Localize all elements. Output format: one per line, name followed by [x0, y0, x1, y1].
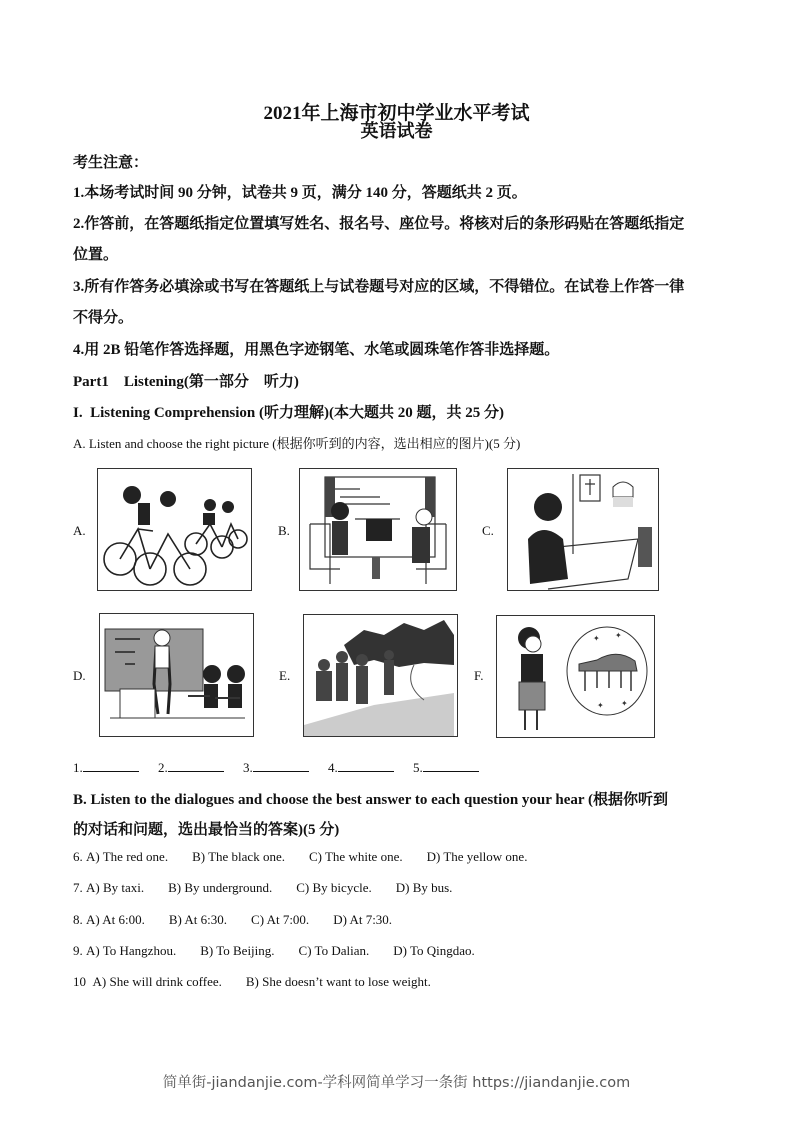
option-b: B) At 6:30. — [168, 912, 228, 927]
option-d: D) At 7:30. — [333, 912, 393, 927]
option-d: D) By bus. — [395, 880, 453, 895]
question-9 — [73, 943, 499, 959]
option-d: D) To Qingdao. — [393, 943, 475, 958]
picture-a-bicycles — [97, 468, 252, 591]
option-c: C) At 7:00. — [251, 912, 310, 927]
answer-blank-2[interactable] — [168, 759, 224, 772]
doctor-visit-illustration — [508, 469, 658, 590]
section-a-instruction: A. Listen and choose the right picture (根据你听到的内容，选出相应的图片)(5 分) — [73, 436, 521, 451]
picture-label-b: B. — [278, 523, 290, 538]
section-b-instruction-line1: B. Listen to the dialogues and choose the best answer to each question your hear (根据你听到 — [73, 792, 669, 808]
answer-blank-1-label: 1. — [73, 760, 83, 775]
train-conversation-illustration — [300, 469, 456, 590]
answer-blank-3[interactable] — [253, 759, 309, 772]
section-b-instruction-line2: 的对话和问题，选出最恰当的答案)(5 分) — [73, 822, 340, 838]
answer-blank-5-label: 5. — [413, 760, 423, 775]
question-number: 8. — [73, 912, 83, 927]
picture-b-train — [299, 468, 457, 591]
option-d: D) The yellow one. — [426, 849, 528, 864]
svg-text:✦: ✦ — [615, 631, 622, 640]
notice-heading: 考生注意： — [73, 155, 149, 171]
question-number: 10 — [73, 974, 86, 989]
notice-item: 4.用 2B 铅笔作答选择题，用黑色字迹钢笔、水笔或圆珠笔作答非选择题。 — [73, 342, 560, 358]
picture-label-d: D. — [73, 668, 86, 683]
answer-blank-1[interactable] — [83, 759, 139, 772]
option-a: A) She will drink coffee. — [92, 974, 222, 989]
part1-heading: Part1 Listening(第一部分 听力) — [73, 374, 299, 390]
svg-text:✦: ✦ — [597, 701, 604, 710]
answer-blanks — [73, 759, 495, 776]
question-6 — [73, 849, 551, 865]
question-7 — [73, 880, 476, 896]
picture-f-piano-dream — [496, 615, 655, 738]
question-number: 6. — [73, 849, 83, 864]
section-1-heading: I. Listening Comprehension (听力理解)(本大题共 20 题，共 25 分) — [73, 405, 504, 421]
picture-c-doctor — [507, 468, 659, 591]
notice-item: 不得分。 — [73, 310, 134, 326]
answer-blank-2-label: 2. — [158, 760, 168, 775]
classroom-teacher-illustration — [100, 614, 253, 736]
option-b: B) To Beijing. — [200, 943, 275, 958]
picture-label-e: E. — [279, 668, 291, 683]
question-8 — [73, 912, 416, 928]
mountain-hiking-illustration — [304, 615, 457, 736]
option-b: B) The black one. — [192, 849, 285, 864]
answer-blank-4[interactable] — [338, 759, 394, 772]
answer-blank-5[interactable] — [423, 759, 479, 772]
answer-blank-4-label: 4. — [328, 760, 338, 775]
picture-d-classroom — [99, 613, 254, 737]
picture-e-hiking — [303, 614, 458, 737]
picture-label-f: F. — [474, 668, 484, 683]
footer-watermark: 简单街-jiandanjie.com-学科网简单学习一条街 https://jiandanjie.com — [162, 1075, 631, 1091]
bicycle-riders-illustration — [98, 469, 251, 590]
question-10 — [73, 974, 455, 990]
exam-subtitle: 英语试卷 — [360, 121, 433, 141]
svg-text:✦: ✦ — [593, 634, 600, 643]
girl-piano-dream-illustration — [497, 616, 654, 737]
option-c: C) To Dalian. — [298, 943, 370, 958]
option-a: A) The red one. — [86, 849, 169, 864]
option-a: A) By taxi. — [86, 880, 145, 895]
exam-title: 2021年上海市初中学业水平考试 — [263, 103, 530, 124]
notice-item: 3.所有作答务必填涂或书写在答题纸上与试卷题号对应的区域，不得错位。在试卷上作答一律 — [73, 279, 685, 295]
option-c: C) The white one. — [308, 849, 403, 864]
notice-item: 1.本场考试时间 90 分钟，试卷共 9 页，满分 140 分，答题纸共 2 页。 — [73, 185, 527, 201]
option-b: B) She doesn’t want to lose weight. — [245, 974, 431, 989]
picture-label-c: C. — [482, 523, 494, 538]
notice-item: 位置。 — [73, 247, 119, 263]
notice-item: 2.作答前，在答题纸指定位置填写姓名、报名号、座位号。将核对后的条形码贴在答题纸指定 — [73, 216, 685, 232]
answer-blank-3-label: 3. — [243, 760, 253, 775]
option-a: A) To Hangzhou. — [86, 943, 177, 958]
question-number: 7. — [73, 880, 83, 895]
svg-text:✦: ✦ — [621, 699, 628, 708]
option-b: B) By underground. — [168, 880, 273, 895]
picture-label-a: A. — [73, 523, 86, 538]
option-c: C) By bicycle. — [296, 880, 372, 895]
question-number: 9. — [73, 943, 83, 958]
option-a: A) At 6:00. — [86, 912, 145, 927]
